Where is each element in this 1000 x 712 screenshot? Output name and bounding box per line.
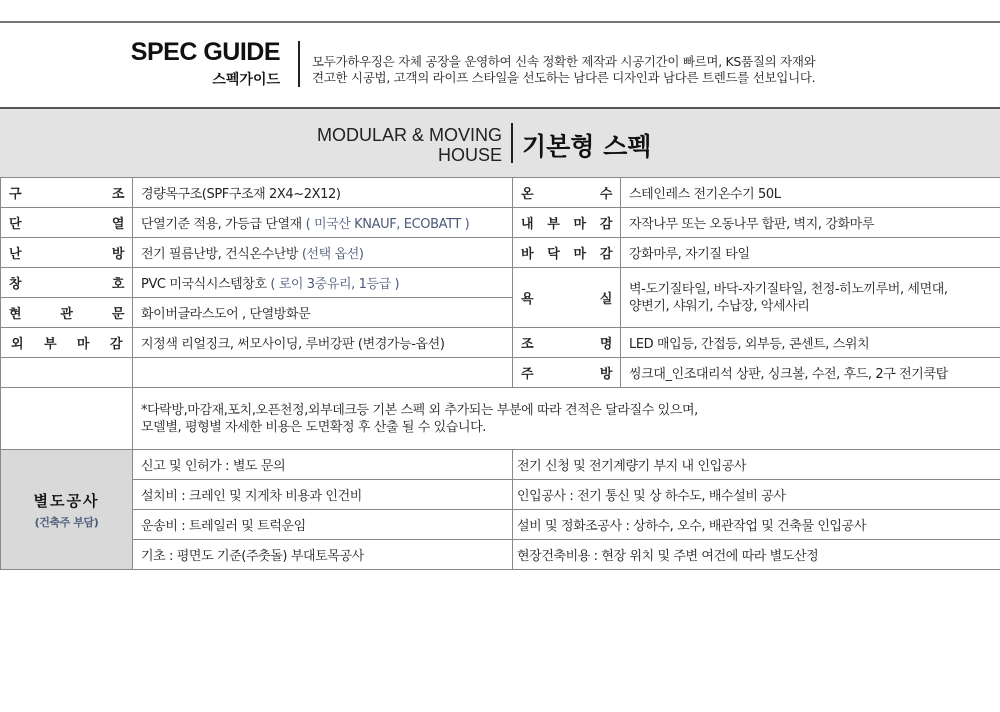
- spec-label-windows: 창 호: [1, 268, 133, 298]
- extra-row: [1, 510, 1000, 540]
- spec-value-exterior-finish: 지정색 리얼징크, 써모사이딩, 루버강판 (변경가능-옵션): [133, 328, 513, 358]
- spec-row: [1, 208, 1000, 238]
- spec-row: [1, 238, 1000, 268]
- spec-label-exterior-finish: 외 부 마 감: [1, 328, 133, 358]
- spec-note-line-1: *다락방,마감재,포치,오픈천정,외부데크등 기본 스펙 외 추가되는 부분에 따라 견적은 달라질수 있으며,: [141, 402, 698, 418]
- extra-left-cell: 기초 : 평면도 기준(주춧돌) 부대토목공사: [133, 540, 513, 570]
- spec-label-kitchen: 주 방: [513, 358, 621, 388]
- spec-value-lighting: LED 매입등, 간접등, 외부등, 콘센트, 스위치: [621, 328, 1000, 358]
- extra-right-cell: 현장건축비용 : 현장 위치 및 주변 여건에 따라 별도산정: [513, 540, 1000, 570]
- spec-row: [1, 178, 1000, 208]
- spec-label-interior-finish: 내 부 마 감: [513, 208, 621, 238]
- extra-left-cell: 신고 및 인허가 : 별도 문의: [133, 450, 513, 480]
- header-title-ko: 스펙가이드: [212, 72, 280, 88]
- brand-block: [100, 38, 280, 89]
- section-band: [0, 109, 1000, 177]
- extra-right-cell: 설비 및 정화조공사 : 상하수, 오수, 배관작업 및 건축물 인입공사: [513, 510, 1000, 540]
- spec-value-floor-finish: 강화마루, 자기질 타일: [621, 238, 1000, 268]
- spec-value-text: 경량목구조(SPF구조재 2X4~2X12): [141, 187, 341, 202]
- extra-row: [1, 540, 1000, 570]
- extra-right-cell: 인입공사 : 전기 통신 및 상 하수도, 배수설비 공사: [513, 480, 1000, 510]
- spec-label-floor-finish: 바 닥 마 감: [513, 238, 621, 268]
- spec-note-line-2: 모델별, 평형별 자세한 비용은 도면확정 후 산출 될 수 있습니다.: [141, 419, 487, 435]
- spec-empty-cell: [1, 388, 133, 450]
- extra-row: [1, 480, 1000, 510]
- intro-line-1: 모두가하우징은 자체 공장을 운영하여 신속 정확한 제작과 시공기간이 빠르며, KS품질의 자재와: [312, 54, 816, 69]
- spec-value-line: 양변기, 샤워기, 수납장, 악세사리: [629, 298, 810, 314]
- spec-table: [0, 177, 1000, 570]
- header-divider: [298, 41, 300, 87]
- spec-value-interior-finish: 자작나무 또는 오동나무 합판, 벽지, 강화마루: [621, 208, 1000, 238]
- spec-empty-cell: [1, 358, 133, 388]
- header-title-en: SPEC GUIDE: [130, 38, 280, 66]
- extra-subtitle: (건축주 부담): [34, 515, 99, 529]
- spec-label-hot-water: 온 수: [513, 178, 621, 208]
- spec-row: [1, 358, 1000, 388]
- spec-label-entrance-door: 현 관 문: [1, 298, 133, 328]
- extra-title: 별도공사: [33, 491, 100, 510]
- spec-note-row: [1, 388, 1000, 450]
- spec-label-heating: 난 방: [1, 238, 133, 268]
- band-title-ko: 기본형 스펙: [522, 132, 652, 161]
- spec-label-insulation: 단 열: [1, 208, 133, 238]
- band-title-en: [290, 125, 502, 165]
- spec-value-text: PVC 미국식시스템창호: [141, 277, 267, 292]
- extra-left-cell: 설치비 : 크레인 및 지게차 비용과 인건비: [133, 480, 513, 510]
- intro-line-2: 견고한 시공법, 고객의 라이프 스타일을 선도하는 남다른 디자인과 남다른 트렌드를 선보입니다.: [312, 70, 816, 85]
- spec-value-entrance-door: 화이버글라스도어 , 단열방화문: [133, 298, 513, 328]
- spec-label-structure: 구 조: [1, 178, 133, 208]
- spec-label-bathroom: 욕 실: [513, 268, 621, 328]
- spec-value-insulation: [133, 208, 513, 238]
- band-title-en-line-2: HOUSE: [437, 145, 502, 165]
- extra-row: [1, 450, 1000, 480]
- spec-empty-cell: [133, 358, 513, 388]
- spec-value-kitchen: 씽크대_인조대리석 상판, 싱크볼, 수전, 후드, 2구 전기쿡탑: [621, 358, 1000, 388]
- spec-value-note: ( 로이 3중유리, 1등급 ): [270, 277, 400, 292]
- spec-value-structure: [133, 178, 513, 208]
- intro-text: [312, 54, 992, 86]
- spec-value-bathroom: [621, 268, 1000, 328]
- band-divider: [511, 123, 513, 163]
- extra-right-cell: 전기 신청 및 전기계량기 부지 내 인입공사: [513, 450, 1000, 480]
- spec-guide-header: [0, 23, 1000, 107]
- spec-label-lighting: 조 명: [513, 328, 621, 358]
- extra-label: [1, 450, 133, 570]
- spec-value-line: 벽-도기질타일, 바닥-자기질타일, 천정-히노끼루버, 세면대,: [629, 281, 948, 297]
- spec-value-text: 단열기준 적용, 가등급 단열재: [141, 217, 302, 232]
- spec-value-hot-water: 스테인레스 전기온수기 50L: [621, 178, 1000, 208]
- spec-value-windows: [133, 268, 513, 298]
- band-title-en-line-1: MODULAR & MOVING: [316, 125, 502, 145]
- spec-value-heating: [133, 238, 513, 268]
- spec-value-text: 전기 필름난방, 건식온수난방: [141, 247, 299, 262]
- spec-value-note: ( 미국산 KNAUF, ECOBATT ): [305, 217, 470, 232]
- spec-row: [1, 268, 1000, 298]
- spec-note: [133, 388, 1000, 450]
- spec-row: [1, 328, 1000, 358]
- extra-left-cell: 운송비 : 트레일러 및 트럭운임: [133, 510, 513, 540]
- spec-value-note: (선택 옵션): [301, 247, 364, 262]
